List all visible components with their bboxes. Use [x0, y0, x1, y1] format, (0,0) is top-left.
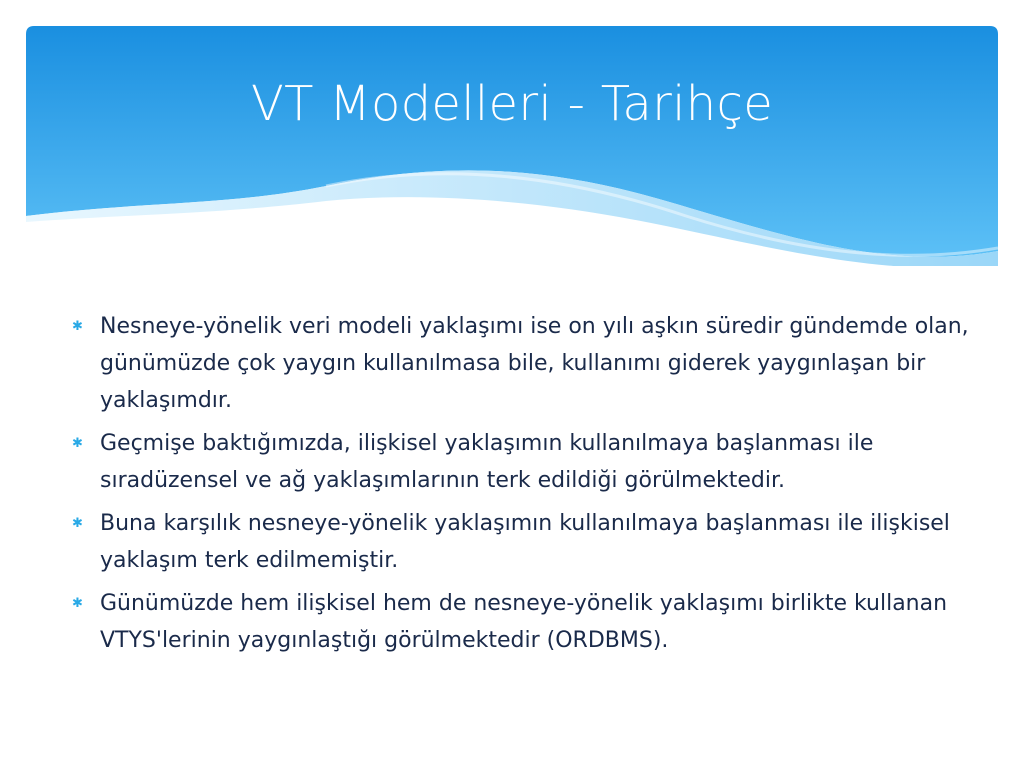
slide-title: VT Modelleri - Tarihçe — [250, 76, 774, 132]
bullet-text: Nesneye-yönelik veri modeli yaklaşımı ise on yılı aşkın süredir gündemde olan, günümüzde çok yaygın kullanılmasa bile, kullanımı giderek yaygınlaşan bir yaklaşımdır. — [100, 314, 969, 413]
bullet-item — [70, 585, 980, 659]
asterisk-icon: ✱ — [72, 319, 83, 334]
asterisk-icon: ✱ — [72, 516, 83, 531]
bullet-list — [70, 308, 980, 665]
bullet-text: Günümüzde hem ilişkisel hem de nesneye-yönelik yaklaşımı birlikte kullanan VTYS'lerinin yaygınlaştığı görülmektedir (ORDBMS). — [100, 591, 948, 653]
bullet-item — [70, 308, 980, 419]
wave-banner-graphic — [26, 26, 998, 266]
asterisk-icon: ✱ — [72, 596, 83, 611]
bullet-item — [70, 425, 980, 499]
bullet-item — [70, 505, 980, 579]
title-banner — [26, 26, 998, 266]
bullet-text: Buna karşılık nesneye-yönelik yaklaşımın kullanılmaya başlanması ile ilişkisel yaklaşım terk edilmemiştir. — [100, 511, 950, 573]
bullet-text: Geçmişe baktığımızda, ilişkisel yaklaşımın kullanılmaya başlanması ile sıradüzensel ve ağ yaklaşımlarının terk edildiği görülmektedir. — [100, 431, 874, 493]
asterisk-icon: ✱ — [72, 436, 83, 451]
